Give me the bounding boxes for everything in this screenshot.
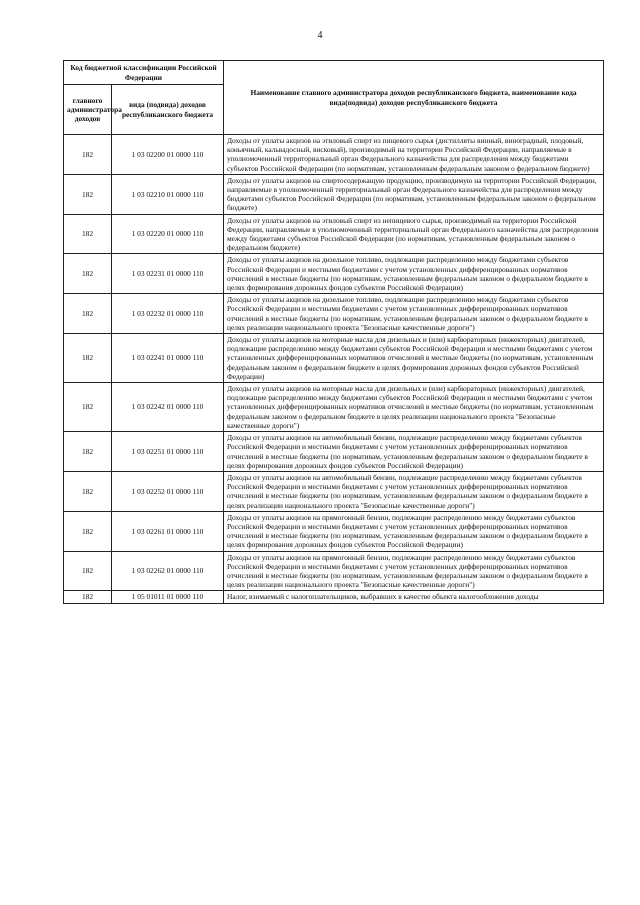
revenue-code-cell: 1 03 02252 01 0000 110 xyxy=(112,471,224,511)
header-code-column: вида (подвида) доходов республиканского бюджета xyxy=(112,85,224,135)
revenue-code-cell: 1 03 02261 01 0000 110 xyxy=(112,511,224,551)
revenue-name-cell: Доходы от уплаты акцизов на этиловый спирт из пищевого сырья (дистилляты винный, виноградный, плодовый, коньячный, кальвадосный, висковый), производимый на территории Российской Федерации, направляемые в уполномоченный территориальный орган Федерального казначейства для распределения между бюджетами субъектов Российской Федерации (по нормативам, установленным федеральным законом о федеральном бюджете) xyxy=(224,135,604,175)
revenue-code-cell: 1 03 02220 01 0000 110 xyxy=(112,214,224,254)
table-row xyxy=(64,135,604,175)
revenue-code-cell: 1 03 02241 01 0000 110 xyxy=(112,334,224,383)
table-row xyxy=(64,383,604,432)
admin-code-cell: 182 xyxy=(64,214,112,254)
table-row xyxy=(64,334,604,383)
admin-code-cell: 182 xyxy=(64,551,112,591)
table-row xyxy=(64,432,604,472)
admin-code-cell: 182 xyxy=(64,334,112,383)
revenue-name-cell: Доходы от уплаты акцизов на дизельное топливо, подлежащие распределению между бюджетами субъектов Российской Федерации и местными бюджетами с учетом установленных дифференцированных нормативов отчислений в местные бюджеты (по нормативам, установленным федеральным законом о федеральном бюджете в целях формирования дорожных фондов субъектов Российской Федерации) xyxy=(224,254,604,294)
admin-code-cell: 182 xyxy=(64,383,112,432)
revenue-name-cell: Налог, взимаемый с налогоплательщиков, выбравших в качестве объекта налогообложения доходы xyxy=(224,591,604,603)
admin-code-cell: 182 xyxy=(64,294,112,334)
revenue-code-cell: 1 03 02242 01 0000 110 xyxy=(112,383,224,432)
revenue-code-cell: 1 03 02251 01 0000 110 xyxy=(112,432,224,472)
header-admin-column: главного администратора доходов xyxy=(64,85,112,135)
table-row xyxy=(64,471,604,511)
page-number: 4 xyxy=(317,30,323,41)
admin-code-cell: 182 xyxy=(64,432,112,472)
revenue-name-cell: Доходы от уплаты акцизов на автомобильный бензин, подлежащие распределению между бюджетами субъектов Российской Федерации и местными бюджетами с учетом установленных дифференцированных нормативов отчислений в местные бюджеты (по нормативам, установленным федеральным законом о федеральном бюджете в целях реализации национального проекта "Безопасные качественные дороги") xyxy=(224,471,604,511)
revenue-name-cell: Доходы от уплаты акцизов на спиртосодержащую продукцию, производимую на территории Российской Федерации, направляемые в уполномоченный территориальный орган Федерального казначейства для распределения между бюджетами субъектов Российской Федерации (по нормативам, установленным федеральным законом о федеральном бюджете) xyxy=(224,174,604,214)
revenue-code-cell: 1 03 02200 01 0000 110 xyxy=(112,135,224,175)
revenue-name-cell: Доходы от уплаты акцизов на дизельное топливо, подлежащие распределению между бюджетами субъектов Российской Федерации и местными бюджетами с учетом установленных дифференцированных нормативов отчислений в местные бюджеты (по нормативам, установленным федеральным законом о федеральном бюджете в целях реализации национального проекта "Безопасные качественные дороги") xyxy=(224,294,604,334)
table-row xyxy=(64,254,604,294)
admin-code-cell: 182 xyxy=(64,174,112,214)
table-row xyxy=(64,214,604,254)
header-name-column: Наименование главного администратора доходов республиканского бюджета, наименование кода вида(подвида) доходов республиканского бюджета xyxy=(224,61,604,135)
revenue-code-cell: 1 03 02262 01 0000 110 xyxy=(112,551,224,591)
admin-code-cell: 182 xyxy=(64,591,112,603)
revenue-code-cell: 1 03 02232 01 0000 110 xyxy=(112,294,224,334)
table-row xyxy=(64,174,604,214)
table-row xyxy=(64,591,604,603)
table-row xyxy=(64,511,604,551)
table-row xyxy=(64,294,604,334)
table-body xyxy=(64,135,604,604)
revenue-code-cell: 1 05 01011 01 0000 110 xyxy=(112,591,224,603)
table-row xyxy=(64,551,604,591)
revenue-name-cell: Доходы от уплаты акцизов на автомобильный бензин, подлежащие распределению между бюджетами субъектов Российской Федерации и местными бюджетами с учетом установленных дифференцированных нормативов отчислений в местные бюджеты (по нормативам, установленным федеральным законом о федеральном бюджете в целях формирования дорожных фондов субъектов Российской Федерации) xyxy=(224,432,604,472)
revenue-name-cell: Доходы от уплаты акцизов на прямогонный бензин, подлежащие распределению между бюджетами субъектов Российской Федерации и местными бюджетами с учетом установленных дифференцированных нормативов отчислений в местные бюджеты (по нормативам, установленным федеральным законом о федеральном бюджете в целях реализации национального проекта "Безопасные качественные дороги") xyxy=(224,551,604,591)
revenue-name-cell: Доходы от уплаты акцизов на этиловый спирт из непищевого сырья, производимый на территории Российской Федерации, направляемые в уполномоченный территориальный орган Федерального казначейства для распределения между бюджетами субъектов Российской Федерации (по нормативам, установленным федеральным законом о федеральном бюджете) xyxy=(224,214,604,254)
revenue-name-cell: Доходы от уплаты акцизов на моторные масла для дизельных и (или) карбюраторных (инжекторных) двигателей, подлежащие распределению между бюджетами субъектов Российской Федерации и местными бюджетами с учетом установленных дифференцированных нормативов отчислений в местные бюджеты (по нормативам, установленным федеральным законом о федеральном бюджете в целях формирования дорожных фондов субъектов Российской Федерации) xyxy=(224,334,604,383)
revenue-name-cell: Доходы от уплаты акцизов на моторные масла для дизельных и (или) карбюраторных (инжекторных) двигателей, подлежащие распределению между бюджетами субъектов Российской Федерации и местными бюджетами с учетом установленных дифференцированных нормативов отчислений в местные бюджеты (по нормативам, установленным федеральным законом о федеральном бюджете в целях реализации национального проекта "Безопасные качественные дороги") xyxy=(224,383,604,432)
revenue-name-cell: Доходы от уплаты акцизов на прямогонный бензин, подлежащие распределению между бюджетами субъектов Российской Федерации и местными бюджетами с учетом установленных дифференцированных нормативов отчислений в местные бюджеты (по нормативам, установленным федеральным законом о федеральном бюджете в целях формирования дорожных фондов субъектов Российской Федерации) xyxy=(224,511,604,551)
admin-code-cell: 182 xyxy=(64,135,112,175)
admin-code-cell: 182 xyxy=(64,254,112,294)
budget-classification-table xyxy=(63,60,604,604)
admin-code-cell: 182 xyxy=(64,471,112,511)
revenue-code-cell: 1 03 02210 01 0000 110 xyxy=(112,174,224,214)
revenue-code-cell: 1 03 02231 01 0000 110 xyxy=(112,254,224,294)
header-group-title: Код бюджетной классификации Российской Федерации xyxy=(64,61,224,85)
admin-code-cell: 182 xyxy=(64,511,112,551)
